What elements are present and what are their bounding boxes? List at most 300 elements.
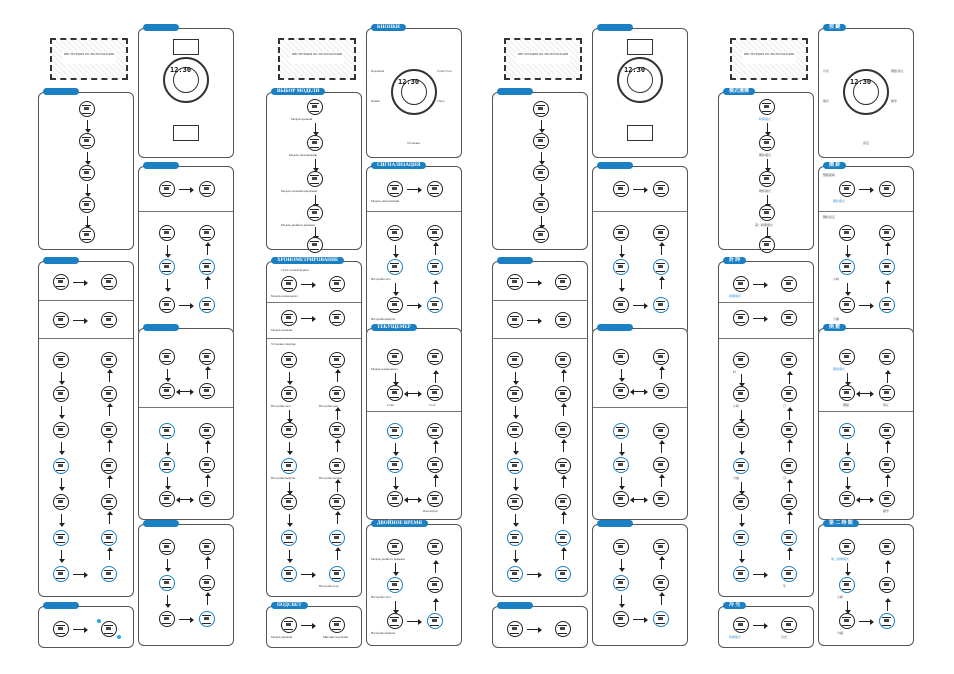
watch-icon [613, 457, 629, 473]
arrow-down-icon [767, 195, 768, 205]
tab-dual: ДВОЙНОЕ ВРЕМЯ [371, 520, 428, 527]
watch-icon [653, 349, 669, 365]
tab-alarm-cn: 鬧 鈴 [823, 162, 846, 169]
arrow-up-icon [207, 245, 208, 255]
watch-icon [733, 352, 749, 368]
watch-icon [199, 539, 215, 555]
watch-icon [507, 422, 523, 438]
watch-icon [387, 385, 403, 401]
caption: Перезапуск [423, 509, 438, 513]
watch-icon [101, 621, 117, 637]
arrow-up-icon [887, 563, 888, 573]
watch-strap [627, 39, 653, 55]
watch-icon [839, 349, 855, 365]
caption: Настройка месяца [319, 476, 343, 480]
watch-icon [879, 385, 895, 401]
watch-icon [555, 312, 571, 328]
section-tab [143, 324, 179, 331]
header-box [50, 38, 128, 80]
watch-icon [555, 386, 571, 402]
section-tab [497, 88, 533, 95]
header-text: ИНСТРУКЦИЯ ПО ЭКСПЛУАТАЦИИ [64, 52, 114, 56]
watch-icon [329, 276, 345, 292]
caption: 年 [783, 584, 787, 588]
watch-icon [159, 181, 175, 197]
arrow-up-icon [435, 443, 436, 453]
tab-alarm: СИГНАЛИЗАЦИЯ [371, 162, 426, 169]
arrow-up-icon [661, 559, 662, 569]
caption: Модель времени [271, 635, 293, 639]
caption: 秒 [733, 370, 737, 374]
arrow-right-icon [301, 284, 313, 285]
watch-icon [329, 494, 345, 510]
watch-icon [839, 539, 855, 555]
arrow-right-icon [301, 318, 313, 319]
panel-alarm-ru [366, 163, 462, 336]
tab-mode-select: ВЫБОР МОДЕЛИ [271, 88, 325, 95]
arrow-right-icon [407, 305, 419, 306]
arrow-up-icon [109, 514, 110, 524]
arrow-up-icon [789, 442, 790, 452]
arrow-up-icon [435, 563, 436, 573]
watch-icon [159, 225, 175, 241]
arrow-up-icon [789, 482, 790, 492]
divider [719, 338, 813, 339]
caption: 設定 [863, 141, 870, 145]
arrow-down-icon [741, 374, 742, 384]
watch-diagram: 12:30 [617, 57, 663, 103]
watch-icon [329, 617, 345, 633]
arrow-down-icon [289, 514, 290, 524]
caption: Настройка часа [371, 277, 391, 281]
panel-alarm-cn [818, 163, 914, 336]
watch-strap [173, 39, 199, 55]
caption: 月 [783, 476, 787, 480]
divider [819, 211, 913, 212]
watch-icon [781, 494, 797, 510]
watch-icon [555, 274, 571, 290]
arrow-down-icon [621, 559, 622, 569]
tab-timer-cn: 倒 數 [823, 324, 846, 331]
tab-chrono: ХРОНОМЕТРИРОВАНИЕ [271, 257, 344, 264]
caption: 開始 [843, 403, 850, 407]
arrow-down-icon [315, 123, 316, 133]
watch-icon [879, 423, 895, 439]
watch-icon [101, 274, 117, 290]
watch-icon [555, 494, 571, 510]
watch-icon [555, 621, 571, 637]
arrow-up-icon [109, 478, 110, 488]
divider [39, 300, 133, 301]
section-tab [43, 602, 79, 609]
watch-icon [427, 181, 443, 197]
arrow-both-icon [633, 499, 645, 500]
watch-icon [53, 458, 69, 474]
watch-icon [329, 422, 345, 438]
divider [719, 302, 813, 303]
arrow-down-icon [621, 477, 622, 487]
arrow-down-icon [847, 443, 848, 453]
watch-icon [507, 386, 523, 402]
arrow-down-icon [395, 477, 396, 487]
arrow-up-icon [887, 477, 888, 487]
watch-icon [653, 181, 669, 197]
tab-buttons: КНОПКИ [371, 24, 406, 31]
caption: 歸零 [883, 509, 890, 513]
arrow-down-icon [167, 443, 168, 453]
arrow-up-icon [207, 559, 208, 569]
divider [367, 411, 461, 412]
caption: 時間模式 [729, 635, 742, 639]
arrow-right-icon [73, 320, 85, 321]
caption: 第二時間模式 [755, 223, 774, 227]
arrow-up-icon [435, 373, 436, 383]
arrow-down-icon [847, 601, 848, 611]
caption: 12/24 часовой формат [281, 268, 309, 272]
watch-icon [387, 539, 403, 555]
watch-icon [879, 539, 895, 555]
watch-icon [533, 227, 549, 243]
caption: 第二時間模式 [831, 557, 850, 561]
watch-icon [79, 133, 95, 149]
panel-time-mode-1 [38, 92, 134, 250]
blink-dot [117, 635, 121, 639]
watch-icon [387, 423, 403, 439]
watch-icon [101, 458, 117, 474]
arrow-up-icon [887, 283, 888, 293]
section-panel [592, 524, 688, 646]
caption: 鬧鈴模式 [833, 199, 846, 203]
watch-icon [101, 494, 117, 510]
arrow-down-icon [289, 550, 290, 560]
watch-icon [53, 274, 69, 290]
watch-icon [79, 165, 95, 181]
watch-icon [427, 297, 443, 313]
caption: Модель двойного времени [281, 223, 315, 227]
watch-icon [101, 422, 117, 438]
caption: Настройка минуты [371, 317, 396, 321]
watch-icon [653, 383, 669, 399]
caption: Стоп [429, 403, 436, 407]
watch-icon [839, 259, 855, 275]
arrow-down-icon [289, 482, 290, 492]
watch-icon [159, 611, 175, 627]
arrow-down-icon [847, 563, 848, 573]
arrow-right-icon [301, 574, 313, 575]
watch-icon [79, 101, 95, 117]
arrow-down-icon [741, 410, 742, 420]
arrow-up-icon [435, 283, 436, 293]
arrow-down-icon [167, 245, 168, 255]
watch-icon [613, 611, 629, 627]
watch-icon [879, 457, 895, 473]
watch-icon [387, 613, 403, 629]
arrow-up-icon [337, 550, 338, 560]
watch-icon [879, 225, 895, 241]
arrow-right-icon [73, 629, 85, 630]
watch-icon [507, 352, 523, 368]
watch-icon [839, 225, 855, 241]
arrow-down-icon [847, 373, 848, 383]
caption: 小時 [837, 595, 844, 599]
arrow-right-icon [527, 574, 539, 575]
watch-icon [733, 566, 749, 582]
watch-icon [427, 385, 443, 401]
watch-icon [759, 205, 775, 221]
panel-time-cn [718, 258, 814, 597]
caption: 分鐘 [733, 476, 740, 480]
watch-icon [101, 530, 117, 546]
divider [139, 407, 233, 408]
watch-icon [281, 386, 297, 402]
watch-icon [733, 530, 749, 546]
panel-timer-2 [138, 328, 234, 520]
arrow-down-icon [395, 373, 396, 383]
caption: Модель нормального [371, 367, 398, 371]
watch-icon [329, 310, 345, 326]
arrow-down-icon [621, 595, 622, 605]
arrow-both-icon [179, 499, 191, 500]
tab-dual-cn: 第 二 時 間 [823, 520, 859, 527]
section-tab [597, 324, 633, 331]
caption: 小時 [733, 404, 740, 408]
arrow-up-icon [109, 442, 110, 452]
arrow-up-icon [435, 601, 436, 611]
watch-icon [101, 566, 117, 582]
caption: 分鐘 [833, 317, 840, 321]
section-tab [597, 24, 633, 31]
watch-icon [759, 99, 775, 115]
tab-mode-select-cn: 模式選擇 [723, 88, 755, 95]
arrow-down-icon [541, 120, 542, 130]
arrow-up-icon [887, 443, 888, 453]
caption: Настройка дня [319, 404, 338, 408]
watch-icon [781, 352, 797, 368]
section-panel [592, 328, 688, 520]
section-tab [497, 602, 533, 609]
arrow-down-icon [515, 478, 516, 488]
arrow-down-icon [621, 279, 622, 289]
watch-icon [159, 383, 175, 399]
arrow-right-icon [527, 320, 539, 321]
watch-icon [307, 237, 323, 253]
arrow-down-icon [847, 245, 848, 255]
watch-icon [613, 349, 629, 365]
section-tab [597, 162, 633, 169]
caption: 冷光 [823, 69, 830, 73]
arrow-right-icon [633, 619, 645, 620]
watch-icon [427, 539, 443, 555]
watch-icon [307, 99, 323, 115]
watch-icon [281, 352, 297, 368]
arrow-up-icon [887, 373, 888, 383]
arrow-up-icon [563, 372, 564, 382]
arrow-down-icon [741, 482, 742, 492]
panel-dual-2 [138, 524, 234, 646]
arrow-both-icon [859, 393, 871, 394]
watch-icon [427, 349, 443, 365]
watch-icon [329, 458, 345, 474]
tab-time-cn: 計 時 [723, 257, 746, 264]
panel-buttons-2 [138, 28, 234, 158]
divider [819, 411, 913, 412]
watch-icon [53, 621, 69, 637]
caption: 鬧鈴模式 [759, 153, 772, 157]
section-panel [492, 261, 588, 597]
caption: Мигание подсветки [323, 635, 349, 639]
arrow-up-icon [563, 478, 564, 488]
watch-icon [613, 539, 629, 555]
arrow-up-icon [109, 550, 110, 560]
tab-buttons-cn: 按 鍵 [823, 24, 846, 31]
arrow-right-icon [753, 625, 765, 626]
arrow-up-icon [337, 514, 338, 524]
caption: Подсветка [371, 69, 385, 73]
arrow-down-icon [87, 120, 88, 130]
watch-icon [159, 457, 175, 473]
panel-backlight-cn [718, 603, 814, 648]
arrow-down-icon [87, 216, 88, 226]
arrow-up-icon [109, 372, 110, 382]
watch-strap [173, 125, 199, 141]
watch-icon [307, 135, 323, 151]
watch-icon [329, 386, 345, 402]
arrow-down-icon [515, 372, 516, 382]
tab-backlight-cn: 冷 光 [723, 602, 746, 609]
watch-icon [53, 312, 69, 328]
watch-icon [387, 297, 403, 313]
arrow-down-icon [515, 550, 516, 560]
watch-icon [781, 530, 797, 546]
divider [493, 300, 587, 301]
panel-timer-ru [366, 325, 462, 520]
arrow-right-icon [753, 318, 765, 319]
watch-icon [53, 566, 69, 582]
arrow-down-icon [515, 442, 516, 452]
divider [593, 407, 687, 408]
watch-icon [507, 621, 523, 637]
watch-icon [839, 385, 855, 401]
arrow-up-icon [887, 601, 888, 611]
watch-icon [387, 577, 403, 593]
arrow-up-icon [661, 245, 662, 255]
caption: Модель сигнализации [289, 153, 318, 157]
watch-icon [653, 259, 669, 275]
watch-diagram: 12:30 [843, 69, 889, 115]
watch-icon [533, 197, 549, 213]
watch-icon [281, 530, 297, 546]
caption: Модель нормального [271, 294, 298, 298]
watch-icon [281, 458, 297, 474]
caption: Старт/Стоп [437, 69, 452, 73]
arrow-down-icon [515, 514, 516, 524]
watch-icon [781, 566, 797, 582]
arrow-down-icon [741, 442, 742, 452]
arrow-down-icon [61, 442, 62, 452]
watch-icon [759, 135, 775, 151]
caption: Настройка года [319, 584, 339, 588]
caption: Сброс [437, 99, 445, 103]
watch-icon [507, 274, 523, 290]
watch-icon [653, 491, 669, 507]
arrow-down-icon [621, 443, 622, 453]
arrow-down-icon [767, 123, 768, 133]
watch-icon [159, 539, 175, 555]
section-tab [497, 257, 533, 264]
watch-icon [387, 457, 403, 473]
caption: 日 [783, 404, 787, 408]
arrow-up-icon [563, 442, 564, 452]
watch-icon [387, 259, 403, 275]
watch-icon [533, 101, 549, 117]
watch-icon [159, 349, 175, 365]
watch-icon [879, 297, 895, 313]
arrow-up-icon [109, 406, 110, 416]
watch-icon [199, 423, 215, 439]
tab-blank [43, 88, 79, 95]
watch-icon [199, 491, 215, 507]
caption: 整點報時 [823, 173, 836, 177]
watch-icon [53, 530, 69, 546]
caption: 模式 [823, 99, 830, 103]
arrow-down-icon [847, 283, 848, 293]
watch-icon [387, 349, 403, 365]
watch-icon [555, 566, 571, 582]
arrow-right-icon [633, 189, 645, 190]
watch-icon [199, 259, 215, 275]
watch-icon [839, 297, 855, 313]
arrow-both-icon [179, 391, 191, 392]
watch-icon [53, 386, 69, 402]
watch-icon [781, 617, 797, 633]
arrow-right-icon [859, 621, 871, 622]
arrow-down-icon [315, 159, 316, 169]
arrow-right-icon [527, 282, 539, 283]
watch-icon [159, 259, 175, 275]
watch-icon [653, 611, 669, 627]
watch-icon [159, 491, 175, 507]
divider [367, 211, 461, 212]
watch-icon [507, 566, 523, 582]
arrow-down-icon [395, 601, 396, 611]
watch-icon [759, 237, 775, 253]
arrow-up-icon [207, 595, 208, 605]
divider [267, 302, 361, 303]
caption: 分鐘 [837, 631, 844, 635]
arrow-both-icon [633, 391, 645, 392]
header-box: ИНСТРУКЦИЯ ПО ЭКСПЛУАТАЦИИ [730, 38, 808, 80]
section-tab [43, 257, 79, 264]
watch-icon [781, 276, 797, 292]
header-box: ИНСТРУКЦИЯ ПО ЭКСПЛУАТАЦИИ [278, 38, 356, 80]
caption: 鬧鈴設定 [823, 215, 836, 219]
arrow-right-icon [633, 305, 645, 306]
panel-mode-select-cn [718, 89, 814, 250]
watch-icon [733, 617, 749, 633]
watch-icon [555, 352, 571, 368]
arrow-both-icon [407, 499, 419, 500]
watch-icon [733, 276, 749, 292]
watch-icon [281, 617, 297, 633]
watch-icon [613, 575, 629, 591]
watch-icon [159, 297, 175, 313]
arrow-up-icon [435, 245, 436, 255]
watch-icon [199, 611, 215, 627]
watch-icon [307, 205, 323, 221]
section-panel [492, 606, 588, 648]
divider [493, 338, 587, 339]
watch-icon [879, 613, 895, 629]
